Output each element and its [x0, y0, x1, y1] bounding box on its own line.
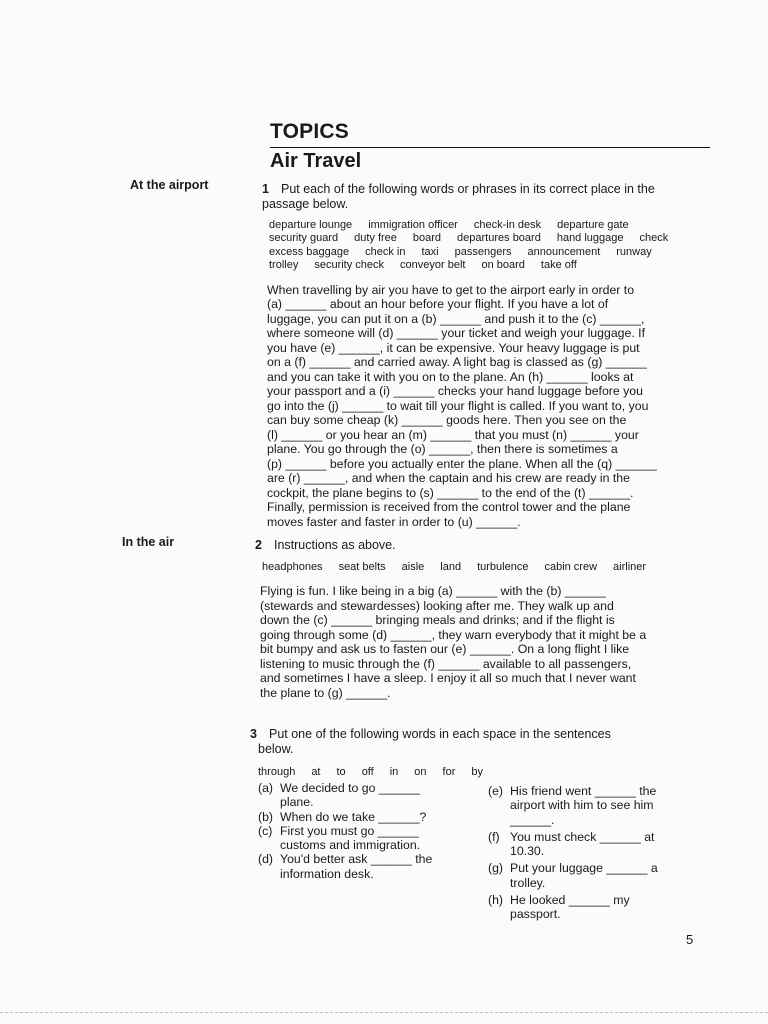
instruction-line: Instructions as above. [274, 538, 396, 552]
exercise-item [258, 810, 478, 824]
item-text: plane. [280, 795, 314, 810]
word-bank-item: check in [365, 245, 406, 258]
word-bank-item: take off [540, 259, 577, 272]
item-text: You must check ______ at [510, 829, 655, 844]
passage-line: the plane to (g) ______. [260, 685, 391, 700]
passage-line: When travelling by air you have to get to the airport early in order to [267, 282, 635, 297]
passage-line: (a) ______ about an hour before your flight. If you have a lot of [267, 297, 609, 312]
header-rule [270, 147, 710, 148]
exercise-1-instruction [262, 182, 712, 212]
exercise-item [488, 830, 688, 859]
exercise-item [258, 824, 478, 853]
word-bank-item: in [389, 766, 399, 778]
passage-line: plane. You go through the (o) ______, then there is sometimes a [267, 442, 618, 457]
word-bank-item: by [471, 766, 483, 778]
word-bank-item: excess baggage [269, 245, 350, 258]
item-text: airport with him to see him [510, 798, 654, 813]
passage-line: are (r) ______, and when the captain and his crew are ready in the [267, 471, 630, 486]
word-bank [258, 766, 710, 779]
word-bank-item: on board [481, 259, 525, 272]
passage-line: Flying is fun. I like being in a big (a) ______ with the (b) ______ [260, 584, 606, 599]
passage [260, 584, 710, 700]
word-bank-item: seat belts [338, 561, 386, 573]
passage-line: down the (c) ______ bringing meals and drinks; and if the flight is [260, 613, 615, 628]
item-text: He looked ______ my [510, 893, 630, 908]
exercise-item [488, 893, 688, 922]
item-label: (d) [258, 852, 274, 867]
item-text: customs and immigration. [280, 838, 421, 853]
page-number: 5 [686, 932, 694, 947]
word-bank-item: announcement [527, 245, 601, 258]
word-bank-item: departure lounge [269, 219, 353, 231]
passage [267, 283, 712, 530]
instruction-line: Put one of the following words in each space in the sentences [269, 727, 611, 741]
passage-line: and sometimes I have a sleep. I enjoy it all so much that I never want [260, 671, 636, 686]
item-label: (f) [488, 829, 500, 844]
instruction-line: passage below. [262, 197, 349, 211]
instruction-line: below. [258, 742, 294, 756]
exercise-3-right-column [488, 784, 688, 925]
passage-line: and you can take it with you on to the plane. An (h) ______ looks at [267, 369, 634, 384]
word-bank-item: conveyor belt [400, 259, 466, 272]
item-label: (g) [488, 861, 504, 876]
passage-line: bit bumpy and ask us to fasten our (e) ______. On a long flight I like [260, 642, 630, 657]
word-bank [262, 561, 682, 574]
word-bank-item: aisle [401, 561, 425, 573]
passage-line: listening to music through the (f) ______ available to all passengers, [260, 656, 632, 671]
exercise-item [258, 852, 478, 881]
page-title: Air Travel [270, 150, 362, 172]
passage-line: go into the (j) ______ to wait till your flight is called. If you want to, you [267, 398, 649, 413]
item-label: (a) [258, 781, 274, 795]
word-bank-item: at [311, 766, 321, 778]
passage-line: (l) ______ or you hear an (m) ______ that you must (n) ______ your [267, 427, 639, 442]
word-bank-item: immigration officer [368, 219, 458, 231]
passage-line: your passport and a (i) ______ checks your hand luggage before you [267, 384, 643, 399]
instruction-line: Put each of the following words or phrases in its correct place in the [281, 182, 655, 196]
exercise-number: 1 [262, 182, 269, 196]
word-bank-item: check-in desk [473, 219, 542, 231]
item-text: First you must go ______ [280, 823, 419, 838]
passage-line: on a (f) ______ and carried away. A light bag is classed as (g) ______ [267, 355, 647, 370]
side-label-airport: At the airport [130, 178, 209, 192]
passage-line: moves faster and faster in order to (u) ______. [267, 514, 521, 529]
word-bank-item: departures board [457, 232, 541, 245]
passage-line: you have (e) ______, it can be expensive. Your heavy luggage is put [267, 340, 640, 355]
item-text: When do we take ______? [280, 809, 427, 824]
exercise-item [488, 861, 688, 890]
item-label: (b) [258, 809, 274, 824]
exercise-3-left-column [258, 781, 478, 881]
word-bank-item: hand luggage [556, 232, 624, 245]
exercise-item [258, 781, 478, 810]
passage-line: where someone will (d) ______ your ticket and weigh your luggage. If [267, 326, 646, 341]
passage-line: (stewards and stewardesses) looking after me. They walk up and [260, 598, 614, 613]
word-bank-item: passengers [454, 245, 512, 258]
section-heading: TOPICS [270, 120, 349, 143]
word-bank-item: board [412, 232, 442, 245]
page-header [270, 120, 710, 173]
word-bank-item: to [336, 766, 346, 778]
word-bank-item: through [258, 766, 296, 778]
exercise-3 [250, 727, 710, 779]
item-text: We decided to go ______ [280, 781, 420, 795]
word-bank-item: off [361, 766, 374, 778]
word-bank-item: cabin crew [544, 561, 598, 573]
item-text: information desk. [280, 866, 374, 881]
word-bank-item: turbulence [477, 561, 529, 573]
exercise-1 [262, 182, 712, 529]
item-label: (h) [488, 893, 504, 908]
item-text: trolley. [510, 875, 546, 890]
word-bank-item: for [442, 766, 456, 778]
scan-edge [0, 1012, 768, 1013]
passage-line: cockpit, the plane begins to (s) ______ to the end of the (t) ______. [267, 485, 634, 500]
exercise-2-instruction [255, 538, 710, 553]
item-text: His friend went ______ the [510, 784, 657, 798]
word-bank-item: check [639, 232, 669, 245]
passage-line: can buy some cheap (k) ______ goods here. Then you see on the [267, 413, 627, 428]
exercise-number: 2 [255, 538, 262, 552]
exercise-3-instruction [250, 727, 710, 757]
item-text: 10.30. [510, 844, 545, 859]
word-bank [269, 219, 709, 273]
side-label-air: In the air [122, 535, 175, 549]
item-label: (e) [488, 784, 504, 798]
word-bank-item: headphones [262, 561, 323, 573]
word-bank-item: departure gate [557, 219, 629, 231]
passage-line: going through some (d) ______, they warn everybody that it might be a [260, 627, 647, 642]
word-bank-item: security guard [269, 232, 339, 245]
exercise-item [488, 784, 688, 827]
word-bank-item: land [440, 561, 462, 573]
item-text: passport. [510, 907, 561, 922]
passage-line: Finally, permission is received from the control tower and the plane [267, 500, 631, 515]
exercise-2 [255, 538, 710, 700]
word-bank-item: security check [314, 259, 385, 272]
passage-line: luggage, you can put it on a (b) ______ and push it to the (c) ______, [267, 311, 645, 326]
passage-line: (p) ______ before you actually enter the plane. When all the (q) ______ [267, 456, 657, 471]
word-bank-item: taxi [421, 245, 439, 258]
word-bank-item: trolley [269, 259, 299, 272]
item-text: ______. [510, 812, 555, 827]
word-bank-item: duty free [354, 232, 397, 245]
item-text: You'd better ask ______ the [280, 852, 433, 867]
word-bank-item: airliner [613, 561, 647, 573]
exercise-number: 3 [250, 727, 257, 741]
word-bank-item: runway [616, 245, 652, 258]
item-text: Put your luggage ______ a [510, 861, 658, 876]
word-bank-item: on [414, 766, 427, 778]
item-label: (c) [258, 823, 273, 838]
